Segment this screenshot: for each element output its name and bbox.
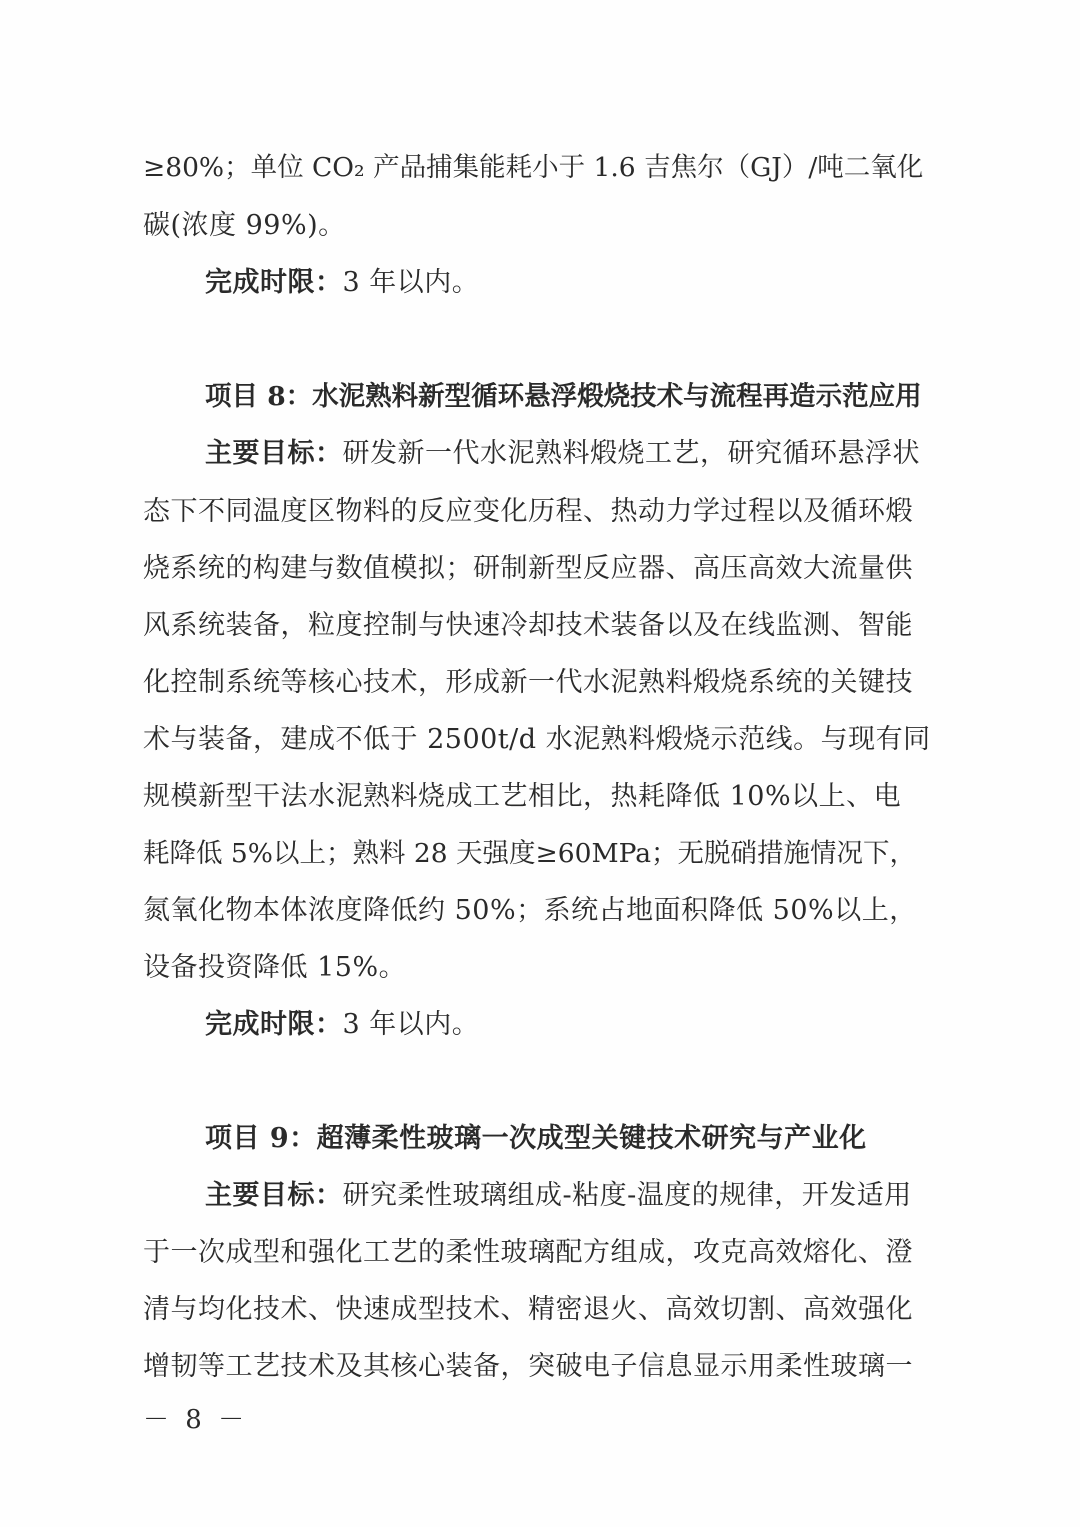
text-line: 态下不同温度区物料的反应变化历程、热动力学过程以及循环煅 <box>143 496 913 527</box>
text-line: 术与装备，建成不低于 2500t/d 水泥熟料煅烧示范线。与现有同 <box>143 724 931 755</box>
text-line: 增韧等工艺技术及其核心装备，突破电子信息显示用柔性玻璃一 <box>143 1351 913 1382</box>
text-line: 于一次成型和强化工艺的柔性玻璃配方组成，攻克高效熔化、澄 <box>143 1237 913 1268</box>
paragraph-line <box>143 549 943 589</box>
paragraph-line <box>143 606 943 646</box>
page-number: － 8 － <box>143 1405 249 1435</box>
paragraph-line <box>143 1233 943 1273</box>
text-line: 设备投资降低 15%。 <box>143 952 407 983</box>
project-8-title: 项目 8：水泥熟料新型循环悬浮煅烧技术与流程再造示范应用 <box>205 381 922 412</box>
paragraph-line <box>143 148 943 188</box>
goal-label: 主要目标： <box>205 1180 343 1211</box>
deadline-value: 3 年以内。 <box>342 1009 480 1040</box>
goal-line <box>205 434 943 474</box>
text-line: 化控制系统等核心技术，形成新一代水泥熟料煅烧系统的关键技 <box>143 667 913 698</box>
paragraph-line <box>143 777 943 817</box>
deadline-label: 完成时限： <box>205 1009 343 1040</box>
text-line: ≥80%；单位 CO₂ 产品捕集能耗小于 1.6 吉焦尔（GJ）/吨二氧化 <box>143 152 924 183</box>
text-line: 规模新型干法水泥熟料烧成工艺相比，热耗降低 10%以上、电 <box>143 781 902 812</box>
paragraph-line <box>143 834 943 874</box>
paragraph-line <box>143 948 943 988</box>
project-9-title: 项目 9：超薄柔性玻璃一次成型关键技术研究与产业化 <box>205 1123 867 1154</box>
goal-label: 主要目标： <box>205 438 343 469</box>
goal-line <box>205 1176 943 1216</box>
text-line: 风系统装备，粒度控制与快速冷却技术装备以及在线监测、智能 <box>143 610 913 641</box>
paragraph-line <box>143 891 943 931</box>
text-line: 耗降低 5%以上；熟料 28 天强度≥60MPa；无脱硝措施情况下， <box>143 838 917 869</box>
paragraph-line <box>143 206 943 246</box>
paragraph-line <box>143 663 943 703</box>
paragraph-line <box>143 492 943 532</box>
paragraph-line <box>143 1290 943 1330</box>
paragraph-line <box>143 1347 943 1387</box>
deadline-line <box>205 1005 943 1045</box>
text-line: 研发新一代水泥熟料煅烧工艺，研究循环悬浮状 <box>342 438 920 469</box>
text-line: 清与均化技术、快速成型技术、精密退火、高效切割、高效强化 <box>143 1294 913 1325</box>
deadline-value: 3 年以内。 <box>342 267 480 298</box>
text-line: 碳(浓度 99%)。 <box>143 210 346 241</box>
paragraph-line <box>143 720 943 760</box>
text-line: 研究柔性玻璃组成-粘度-温度的规律，开发适用 <box>342 1180 912 1211</box>
deadline-label: 完成时限： <box>205 267 343 298</box>
text-line: 烧系统的构建与数值模拟；研制新型反应器、高压高效大流量供 <box>143 553 913 584</box>
text-line: 氮氧化物本体浓度降低约 50%；系统占地面积降低 50%以上， <box>143 895 917 926</box>
deadline-line <box>205 263 943 303</box>
